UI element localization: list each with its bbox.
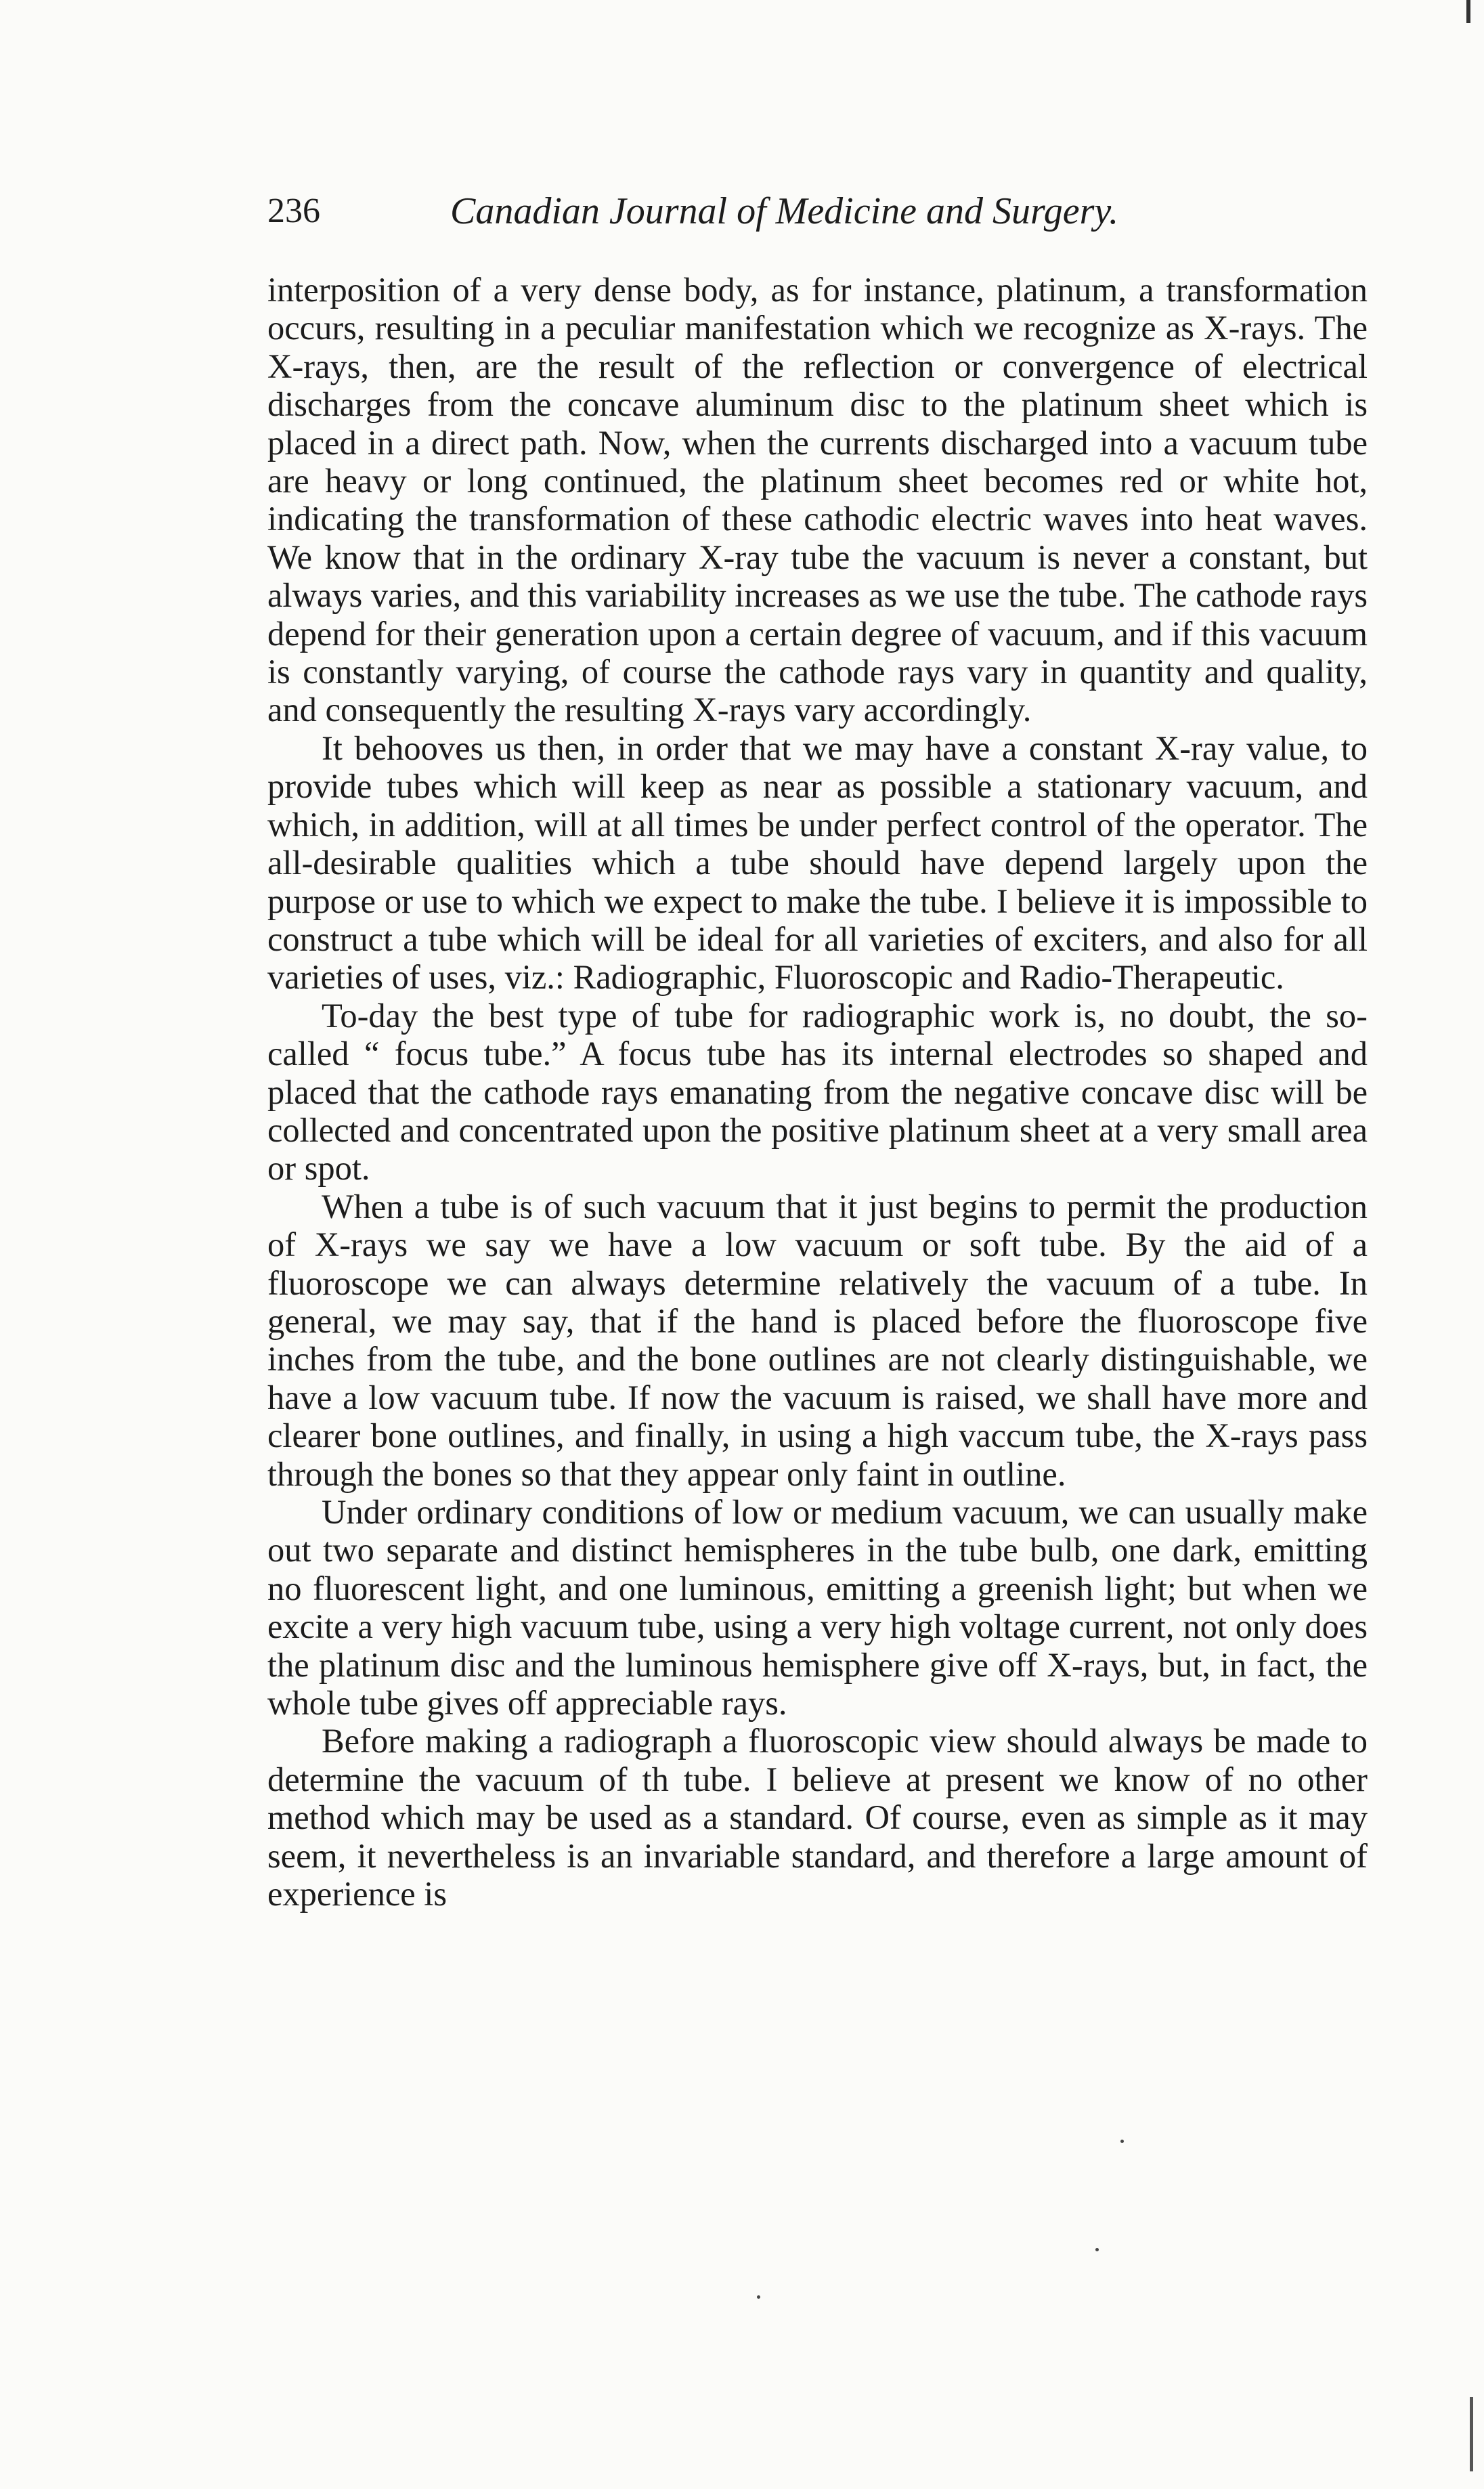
page-header (267, 184, 1229, 238)
paragraph-6: Before making a radiograph a fluoroscopic view should always be made to determine the vacuum of th tube. I believe at present we know of no other method which may be used as a standard. Of course, even as simple as it may seem, it nevertheless is an invariable standard, and therefore a large amount of experience is (267, 1722, 1368, 1913)
scan-speck (1120, 2140, 1124, 2143)
paragraph-1: interposition of a very dense body, as for instance, platinum, a transformation occurs, resulting in a peculiar manifestation which we recognize as X-rays. The X-rays, then, are the result of the reflection or convergence of electrical discharges from the concave aluminum disc to the platinum sheet which is placed in a direct path. Now, when the currents discharged into a vacuum tube are heavy or long continued, the platinum sheet becomes red or white hot, indicating the transformation of these cathodic electric waves into heat waves. We know that in the ordinary X-ray tube the vacuum is never a constant, but always varies, and this variability increases as we use the tube. The cathode rays depend for their generation upon a certain degree of vacuum, and if this vacuum is constantly varying, of course the cathode rays vary in quantity and quality, and consequently the resulting X-rays vary accordingly. (267, 271, 1368, 729)
scan-speck (1095, 2248, 1099, 2251)
scan-speck (757, 2295, 760, 2299)
paragraph-3: To-day the best type of tube for radiographic work is, no doubt, the so-called “ focus tube.” A focus tube has its internal electrodes so shaped and placed that the cathode rays emanating from the negative concave disc will be collected and concentrated upon the positive platinum sheet at a very small area or spot. (267, 996, 1368, 1188)
paragraph-4: When a tube is of such vacuum that it just begins to permit the production of X-rays we say we have a low vacuum or soft tube. By the aid of a fluoroscope we can always determine relatively the vacuum of a tube. In general, we may say, that if the hand is placed before the fluoroscope five inches from the tube, and the bone outlines are not clearly distinguishable, we have a low vacuum tube. If now the vacuum is raised, we shall have more and clearer bone outlines, and finally, in using a high vaccum tube, the X-rays pass through the bones so that they appear only faint in outline. (267, 1187, 1368, 1493)
page-number: 236 (267, 192, 320, 230)
running-title: Canadian Journal of Medicine and Surgery. (450, 190, 1119, 232)
corner-scan-mark (1443, 0, 1470, 27)
paragraph-5: Under ordinary conditions of low or medium vacuum, we can usually make out two separate and distinct hemispheres in the tube bulb, one dark, emitting no fluorescent light, and one luminous, emitting a greenish light; but when we excite a very high vacuum tube, using a very high voltage current, not only does the platinum disc and the luminous hemisphere give off X-rays, but, in fact, the whole tube gives off appreciable rays. (267, 1493, 1368, 1723)
right-edge-scan-mark (1470, 2397, 1473, 2471)
article-body (267, 271, 1368, 1913)
paragraph-2: It behooves us then, in order that we may have a constant X-ray value, to provide tubes which will keep as near as possible a stationary vacuum, and which, in addition, will at all times be under perfect control of the operator. The all-desirable qualities which a tube should have depend largely upon the purpose or use to which we expect to make the tube. I believe it is impossible to construct a tube which will be ideal for all varieties of exciters, and also for all varieties of uses, viz.: Radiographic, Fluoroscopic and Radio-Therapeutic. (267, 729, 1368, 997)
